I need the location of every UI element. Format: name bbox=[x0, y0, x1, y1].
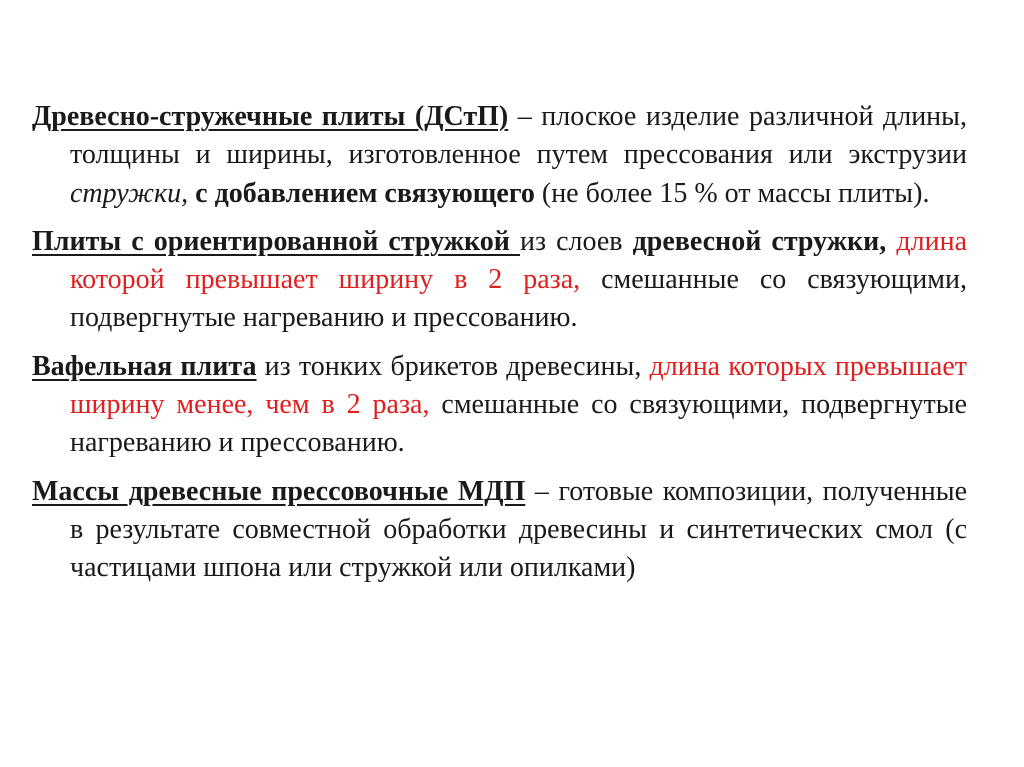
highlight-text: длина которых превышает ширину менее, чем в 2 раза, bbox=[70, 350, 967, 421]
slide-body bbox=[32, 98, 967, 588]
definition-text: – плоское изделие различной длины, толщины и ширины, изготовленное путем прессования или экструзии bbox=[70, 101, 967, 171]
definition-text: смешанные со связующими, подвергнутые нагреванию и прессованию. bbox=[70, 389, 967, 459]
definition-waferboard bbox=[32, 348, 967, 463]
bold-text: древесной стружки, bbox=[632, 225, 887, 257]
definition-text: (не более 15 % от массы плиты). bbox=[534, 177, 930, 209]
definition-chipboard bbox=[32, 98, 967, 213]
term-osb: Плиты с ориентированной стружкой bbox=[32, 225, 521, 257]
term-waferboard: Вафельная плита bbox=[32, 350, 257, 382]
bold-text: с добавлением связующего bbox=[195, 177, 535, 209]
highlight-text: длина которой превышает ширину в 2 раза, bbox=[70, 225, 967, 296]
definition-text: смешанные со связующими, подвергнутые нагреванию и прессованию. bbox=[70, 264, 967, 334]
definition-text: из тонких брикетов древесины, bbox=[256, 350, 650, 382]
definition-osb bbox=[32, 223, 967, 338]
definition-text bbox=[886, 226, 896, 257]
definition-mdp bbox=[32, 473, 967, 588]
definition-text: из слоев bbox=[520, 225, 633, 257]
term-mdp: Массы древесные прессовочные МДП bbox=[32, 475, 526, 507]
term-chipboard: Древесно-стружечные плиты (ДСтП) bbox=[32, 101, 509, 132]
italic-text: стружки, bbox=[70, 177, 189, 209]
definition-text: – готовые композиции, полученные в результате совместной обработки древесины и синтетических смол (с частицами шпона или стружкой или опилками) bbox=[70, 475, 967, 584]
